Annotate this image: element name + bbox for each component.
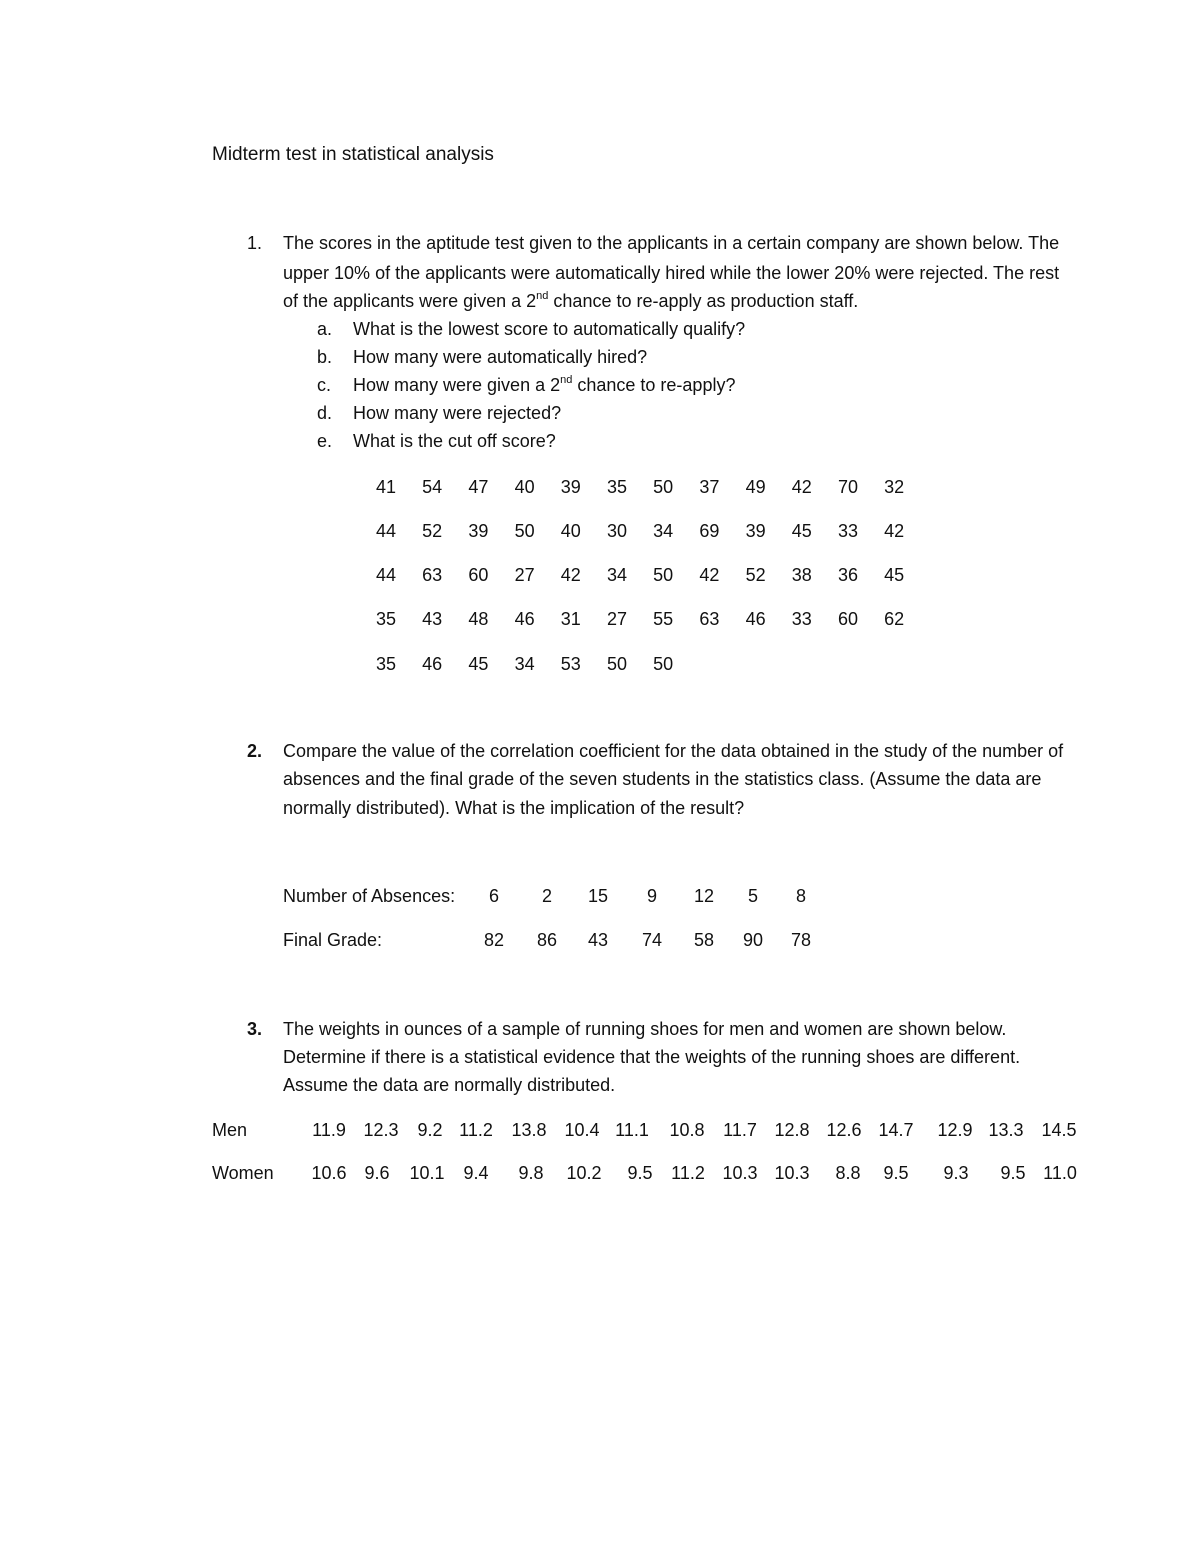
score-cell: 35 bbox=[375, 609, 397, 629]
absence-value: 2 bbox=[541, 886, 552, 906]
score-cell: 48 bbox=[468, 609, 489, 629]
score-cell: 32 bbox=[884, 477, 905, 497]
question-1-line-2: upper 10% of the applicants were automatically hired while the lower 20% were rejected. The rest bbox=[283, 263, 1060, 283]
score-cell: 30 bbox=[606, 521, 628, 541]
page-title: Midterm test in statistical analysis bbox=[212, 144, 494, 165]
absence-value: 15 bbox=[587, 886, 609, 906]
score-cell: 39 bbox=[468, 521, 489, 541]
score-cell: 33 bbox=[791, 609, 812, 629]
score-cell: 44 bbox=[375, 521, 397, 541]
score-cell: 40 bbox=[514, 477, 535, 497]
score-cell: 42 bbox=[699, 565, 720, 585]
score-cell: 53 bbox=[560, 654, 581, 674]
score-cell: 55 bbox=[653, 609, 674, 629]
score-cell: 33 bbox=[837, 521, 859, 541]
score-cell: 69 bbox=[699, 521, 720, 541]
score-cell: 46 bbox=[514, 609, 535, 629]
absence-value: 5 bbox=[747, 886, 758, 906]
question-1-number: 1. bbox=[247, 233, 263, 253]
question-1-line-3 bbox=[283, 291, 858, 312]
men-weight-value: 11.9 bbox=[312, 1120, 346, 1140]
sub-question-c-text-end: chance to re-apply? bbox=[572, 375, 736, 395]
score-cell: 45 bbox=[468, 654, 489, 674]
question-2-line-1: Compare the value of the correlation coefficient for the data obtained in the study of the number of bbox=[283, 741, 1064, 761]
men-weight-value: 12.9 bbox=[937, 1120, 973, 1140]
women-weight-value: 11.2 bbox=[671, 1163, 705, 1183]
score-cell: 27 bbox=[514, 565, 535, 585]
grade-value: 58 bbox=[693, 930, 715, 950]
question-3-line-2: Determine if there is a statistical evidence that the weights of the running shoes are different. bbox=[283, 1047, 1021, 1067]
question-3-line-3: Assume the data are normally distributed. bbox=[283, 1075, 616, 1095]
question-3-number: 3. bbox=[247, 1019, 263, 1039]
absence-value: 12 bbox=[693, 886, 715, 906]
score-cell: 47 bbox=[468, 477, 489, 497]
grade-value: 43 bbox=[587, 930, 609, 950]
question-1-line-1: The scores in the aptitude test given to the applicants in a certain company are shown below. The bbox=[283, 233, 1060, 253]
men-weight-value: 12.6 bbox=[826, 1120, 862, 1140]
score-cell: 50 bbox=[653, 477, 674, 497]
score-cell: 44 bbox=[375, 565, 397, 585]
grade-value: 86 bbox=[536, 930, 558, 950]
score-cell: 50 bbox=[514, 521, 535, 541]
score-cell: 60 bbox=[837, 609, 859, 629]
women-weight-value: 9.5 bbox=[883, 1163, 909, 1183]
women-weight-value: 9.5 bbox=[1000, 1163, 1026, 1183]
women-weight-value: 10.1 bbox=[409, 1163, 445, 1183]
grade-value: 82 bbox=[483, 930, 505, 950]
question-3-line-1: The weights in ounces of a sample of running shoes for men and women are shown below. bbox=[283, 1019, 1007, 1039]
men-label: Men bbox=[212, 1120, 248, 1140]
score-cell: 49 bbox=[745, 477, 766, 497]
score-cell: 70 bbox=[837, 477, 859, 497]
score-cell: 62 bbox=[884, 609, 905, 629]
score-cell: 52 bbox=[745, 565, 766, 585]
men-weight-value: 13.8 bbox=[511, 1120, 547, 1140]
men-weight-value: 11.1 bbox=[615, 1120, 649, 1140]
men-weight-value: 14.7 bbox=[878, 1120, 914, 1140]
score-cell: 45 bbox=[884, 565, 905, 585]
score-cell: 35 bbox=[375, 654, 397, 674]
score-cell: 54 bbox=[422, 477, 443, 497]
score-cell: 34 bbox=[653, 521, 674, 541]
score-cell: 37 bbox=[699, 477, 720, 497]
absence-value: 8 bbox=[795, 886, 806, 906]
score-cell: 38 bbox=[791, 565, 812, 585]
score-cell: 39 bbox=[560, 477, 581, 497]
women-weight-value: 8.8 bbox=[835, 1163, 861, 1183]
absence-value: 9 bbox=[646, 886, 657, 906]
score-cell: 42 bbox=[884, 521, 905, 541]
score-cell: 43 bbox=[422, 609, 443, 629]
men-weight-value: 10.8 bbox=[669, 1120, 705, 1140]
women-weight-value: 9.6 bbox=[364, 1163, 390, 1183]
score-cell: 27 bbox=[606, 609, 628, 629]
score-cell: 50 bbox=[653, 654, 674, 674]
men-weight-value: 11.7 bbox=[723, 1120, 757, 1140]
sub-question-c-superscript: nd bbox=[560, 374, 573, 386]
score-cell: 63 bbox=[699, 609, 720, 629]
grade-value: 90 bbox=[742, 930, 764, 950]
score-cell: 41 bbox=[375, 477, 397, 497]
men-weight-value: 10.4 bbox=[564, 1120, 600, 1140]
sub-question-b-letter: b. bbox=[317, 347, 333, 367]
score-cell: 50 bbox=[606, 654, 628, 674]
sub-question-c-letter: c. bbox=[317, 375, 332, 395]
absence-value: 6 bbox=[488, 886, 499, 906]
sub-question-e-text: What is the cut off score? bbox=[353, 431, 556, 451]
score-cell: 35 bbox=[606, 477, 628, 497]
score-cell: 34 bbox=[606, 565, 628, 585]
sub-question-e-letter: e. bbox=[317, 431, 333, 451]
q1-line-3-text-end: chance to re-apply as production staff. bbox=[548, 291, 859, 311]
grade-value: 78 bbox=[790, 930, 812, 950]
men-weight-value: 13.3 bbox=[988, 1120, 1024, 1140]
score-cell: 36 bbox=[837, 565, 859, 585]
question-2-line-3: normally distributed). What is the implication of the result? bbox=[283, 798, 745, 818]
sub-question-d-letter: d. bbox=[317, 403, 333, 423]
women-weight-value: 10.3 bbox=[722, 1163, 758, 1183]
sub-question-c-text-start: How many were given a 2 bbox=[353, 375, 561, 395]
score-cell: 42 bbox=[560, 565, 581, 585]
men-weight-value: 12.8 bbox=[774, 1120, 810, 1140]
score-cell: 31 bbox=[560, 609, 581, 629]
women-label: Women bbox=[212, 1163, 274, 1183]
score-cell: 42 bbox=[791, 477, 812, 497]
men-weight-value: 9.2 bbox=[417, 1120, 443, 1140]
score-cell: 46 bbox=[422, 654, 443, 674]
men-weight-value: 12.3 bbox=[363, 1120, 399, 1140]
question-2-line-2: absences and the final grade of the seven students in the statistics class. (Assume the data are bbox=[283, 769, 1042, 789]
sub-question-d-text: How many were rejected? bbox=[353, 403, 562, 423]
men-weight-value: 11.2 bbox=[459, 1120, 493, 1140]
score-cell: 45 bbox=[791, 521, 812, 541]
women-weight-value: 10.3 bbox=[774, 1163, 810, 1183]
score-cell: 34 bbox=[514, 654, 535, 674]
sub-question-a-text: What is the lowest score to automatically qualify? bbox=[353, 319, 746, 339]
score-cell: 39 bbox=[745, 521, 766, 541]
women-weight-value: 9.5 bbox=[627, 1163, 653, 1183]
q1-line-3-superscript: nd bbox=[536, 290, 549, 302]
absences-label: Number of Absences: bbox=[283, 886, 456, 906]
women-weight-value: 9.3 bbox=[943, 1163, 969, 1183]
final-grade-label: Final Grade: bbox=[283, 930, 383, 950]
score-cell: 46 bbox=[745, 609, 766, 629]
sub-question-c-text bbox=[353, 375, 735, 396]
women-weight-value: 10.2 bbox=[566, 1163, 602, 1183]
grade-value: 74 bbox=[641, 930, 663, 950]
score-cell: 63 bbox=[422, 565, 443, 585]
question-2-number: 2. bbox=[247, 741, 263, 761]
men-weight-value: 14.5 bbox=[1041, 1120, 1077, 1140]
q1-line-3-text: of the applicants were given a 2 bbox=[283, 291, 537, 311]
women-weight-value: 11.0 bbox=[1043, 1163, 1077, 1183]
sub-question-b-text: How many were automatically hired? bbox=[353, 347, 648, 367]
score-cell: 50 bbox=[653, 565, 674, 585]
score-cell: 40 bbox=[560, 521, 581, 541]
women-weight-value: 9.4 bbox=[463, 1163, 489, 1183]
score-cell: 52 bbox=[422, 521, 443, 541]
women-weight-value: 9.8 bbox=[518, 1163, 544, 1183]
score-cell: 60 bbox=[468, 565, 489, 585]
sub-question-a-letter: a. bbox=[317, 319, 333, 339]
women-weight-value: 10.6 bbox=[311, 1163, 347, 1183]
